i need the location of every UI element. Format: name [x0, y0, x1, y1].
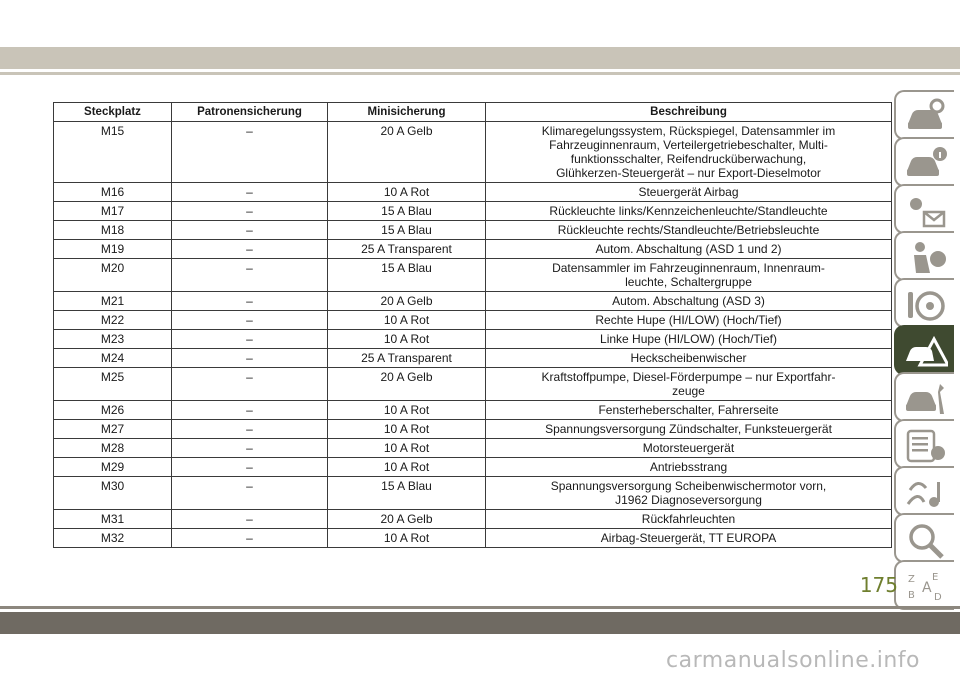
cell-cartridge-fuse: –: [172, 439, 328, 458]
search-index-icon: [904, 521, 948, 559]
table-row: [54, 401, 892, 420]
table-row: [54, 439, 892, 458]
cell-slot: M28: [54, 439, 172, 458]
cell-description: Steuergerät Airbag: [486, 183, 892, 202]
cell-cartridge-fuse: –: [172, 477, 328, 510]
tab-index[interactable]: [894, 560, 954, 610]
table-header-row: [54, 103, 892, 122]
cell-cartridge-fuse: –: [172, 349, 328, 368]
cell-cartridge-fuse: –: [172, 330, 328, 349]
cell-cartridge-fuse: –: [172, 458, 328, 477]
table-row: [54, 529, 892, 548]
svg-text:D: D: [934, 592, 942, 603]
cell-slot: M20: [54, 259, 172, 292]
cell-mini-fuse: 10 A Rot: [328, 458, 486, 477]
cell-slot: M31: [54, 510, 172, 529]
tab-index-search[interactable]: [894, 513, 954, 563]
cell-description: Motorsteuergerät: [486, 439, 892, 458]
car-key-icon: [904, 98, 948, 136]
cell-mini-fuse: 10 A Rot: [328, 439, 486, 458]
svg-text:A: A: [922, 580, 932, 596]
cell-description: Rechte Hupe (HI/LOW) (Hoch/Tief): [486, 311, 892, 330]
cell-description: Klimaregelungssystem, Rückspiegel, Datensammler im Fahrzeuginnenraum, Verteilergetriebeschalter, Multi- funktionsschalter, Reifendrucküberwachung, Glühkerzen-Steuergerät – nur Export-Dieselmotor: [486, 122, 892, 183]
cell-cartridge-fuse: –: [172, 510, 328, 529]
cell-description: Spannungsversorgung Scheibenwischermotor vorn, J1962 Diagnoseversorgung: [486, 477, 892, 510]
tab-technical-specifications[interactable]: [894, 419, 954, 469]
tab-vehicle-info[interactable]: [894, 137, 954, 187]
table-row: [54, 330, 892, 349]
cell-slot: M17: [54, 202, 172, 221]
cell-slot: M18: [54, 221, 172, 240]
table-row: [54, 202, 892, 221]
header-band: [0, 47, 960, 69]
cell-slot: M30: [54, 477, 172, 510]
cell-description: Airbag-Steuergerät, TT EUROPA: [486, 529, 892, 548]
cell-mini-fuse: 25 A Transparent: [328, 349, 486, 368]
cell-cartridge-fuse: –: [172, 221, 328, 240]
cell-mini-fuse: 10 A Rot: [328, 529, 486, 548]
table-row: [54, 458, 892, 477]
table-row: [54, 420, 892, 439]
cell-description: Kraftstoffpumpe, Diesel-Förderpumpe – nur Exportfahr- zeuge: [486, 368, 892, 401]
steering-wheel-icon: [904, 286, 948, 324]
cell-mini-fuse: 10 A Rot: [328, 183, 486, 202]
cell-slot: M24: [54, 349, 172, 368]
cell-slot: M22: [54, 311, 172, 330]
cell-slot: M25: [54, 368, 172, 401]
warning-lights-icon: [904, 192, 948, 230]
cell-description: Fensterheberschalter, Fahrerseite: [486, 401, 892, 420]
table-row: [54, 349, 892, 368]
car-wrench-icon: [904, 380, 948, 418]
cell-mini-fuse: 10 A Rot: [328, 311, 486, 330]
header-rule: [0, 72, 960, 75]
tab-instrument-panel[interactable]: [894, 184, 954, 234]
cell-cartridge-fuse: –: [172, 259, 328, 292]
table-row: [54, 311, 892, 330]
tab-safety[interactable]: [894, 231, 954, 281]
tab-multimedia[interactable]: [894, 466, 954, 516]
footer-rule: [0, 606, 960, 609]
tab-vehicle-keys[interactable]: [894, 90, 954, 140]
cell-cartridge-fuse: –: [172, 292, 328, 311]
tab-servicing[interactable]: [894, 372, 954, 422]
cell-description: Rückfahrleuchten: [486, 510, 892, 529]
cell-description: Rückleuchte links/Kennzeichenleuchte/Standleuchte: [486, 202, 892, 221]
language-index-icon: [904, 568, 948, 606]
svg-text:Z: Z: [908, 574, 915, 585]
cell-cartridge-fuse: –: [172, 529, 328, 548]
cell-slot: M32: [54, 529, 172, 548]
watermark: carmanualsonline.info: [666, 648, 920, 673]
cell-slot: M15: [54, 122, 172, 183]
multimedia-icon: [904, 474, 948, 512]
svg-text:B: B: [908, 590, 915, 601]
col-header-mini-fuse: Minisicherung: [328, 103, 486, 122]
table-row: [54, 183, 892, 202]
car-info-icon: [904, 145, 948, 183]
svg-text:E: E: [932, 572, 939, 583]
col-header-cartridge-fuse: Patronensicherung: [172, 103, 328, 122]
cell-cartridge-fuse: –: [172, 368, 328, 401]
table-row: [54, 292, 892, 311]
cell-mini-fuse: 20 A Gelb: [328, 510, 486, 529]
cell-slot: M16: [54, 183, 172, 202]
cell-description: Spannungsversorgung Zündschalter, Funksteuergerät: [486, 420, 892, 439]
car-warning-icon: [904, 333, 948, 371]
cell-description: Datensammler im Fahrzeuginnenraum, Innenraum- leuchte, Schaltergruppe: [486, 259, 892, 292]
cell-slot: M23: [54, 330, 172, 349]
table-row: [54, 510, 892, 529]
cell-description: Autom. Abschaltung (ASD 1 und 2): [486, 240, 892, 259]
cell-description: Linke Hupe (HI/LOW) (Hoch/Tief): [486, 330, 892, 349]
tab-starting-driving[interactable]: [894, 278, 954, 328]
cell-mini-fuse: 15 A Blau: [328, 202, 486, 221]
page-number: 175: [859, 573, 898, 597]
cell-slot: M26: [54, 401, 172, 420]
specifications-icon: [904, 427, 948, 465]
cell-cartridge-fuse: –: [172, 420, 328, 439]
cell-cartridge-fuse: –: [172, 311, 328, 330]
cell-mini-fuse: 15 A Blau: [328, 477, 486, 510]
table-row: [54, 368, 892, 401]
table-row: [54, 240, 892, 259]
table-row: [54, 221, 892, 240]
cell-cartridge-fuse: –: [172, 183, 328, 202]
fuse-table: [53, 102, 892, 548]
tab-in-case-of-emergency[interactable]: [894, 325, 954, 375]
table-row: [54, 259, 892, 292]
cell-mini-fuse: 20 A Gelb: [328, 292, 486, 311]
cell-cartridge-fuse: –: [172, 122, 328, 183]
cell-mini-fuse: 20 A Gelb: [328, 122, 486, 183]
cell-cartridge-fuse: –: [172, 202, 328, 221]
table-row: [54, 477, 892, 510]
cell-mini-fuse: 10 A Rot: [328, 330, 486, 349]
cell-description: Antriebsstrang: [486, 458, 892, 477]
cell-description: Rückleuchte rechts/Standleuchte/Betriebsleuchte: [486, 221, 892, 240]
cell-mini-fuse: 20 A Gelb: [328, 368, 486, 401]
cell-slot: M29: [54, 458, 172, 477]
cell-cartridge-fuse: –: [172, 401, 328, 420]
cell-mini-fuse: 10 A Rot: [328, 420, 486, 439]
airbag-person-icon: [904, 239, 948, 277]
cell-mini-fuse: 15 A Blau: [328, 221, 486, 240]
cell-slot: M19: [54, 240, 172, 259]
cell-mini-fuse: 25 A Transparent: [328, 240, 486, 259]
cell-mini-fuse: 15 A Blau: [328, 259, 486, 292]
cell-description: Autom. Abschaltung (ASD 3): [486, 292, 892, 311]
cell-slot: M27: [54, 420, 172, 439]
cell-description: Heckscheibenwischer: [486, 349, 892, 368]
cell-slot: M21: [54, 292, 172, 311]
footer-band: [0, 612, 960, 634]
cell-mini-fuse: 10 A Rot: [328, 401, 486, 420]
col-header-description: Beschreibung: [486, 103, 892, 122]
col-header-slot: Steckplatz: [54, 103, 172, 122]
table-row: [54, 122, 892, 183]
chapter-tabs: [894, 90, 960, 603]
cell-cartridge-fuse: –: [172, 240, 328, 259]
